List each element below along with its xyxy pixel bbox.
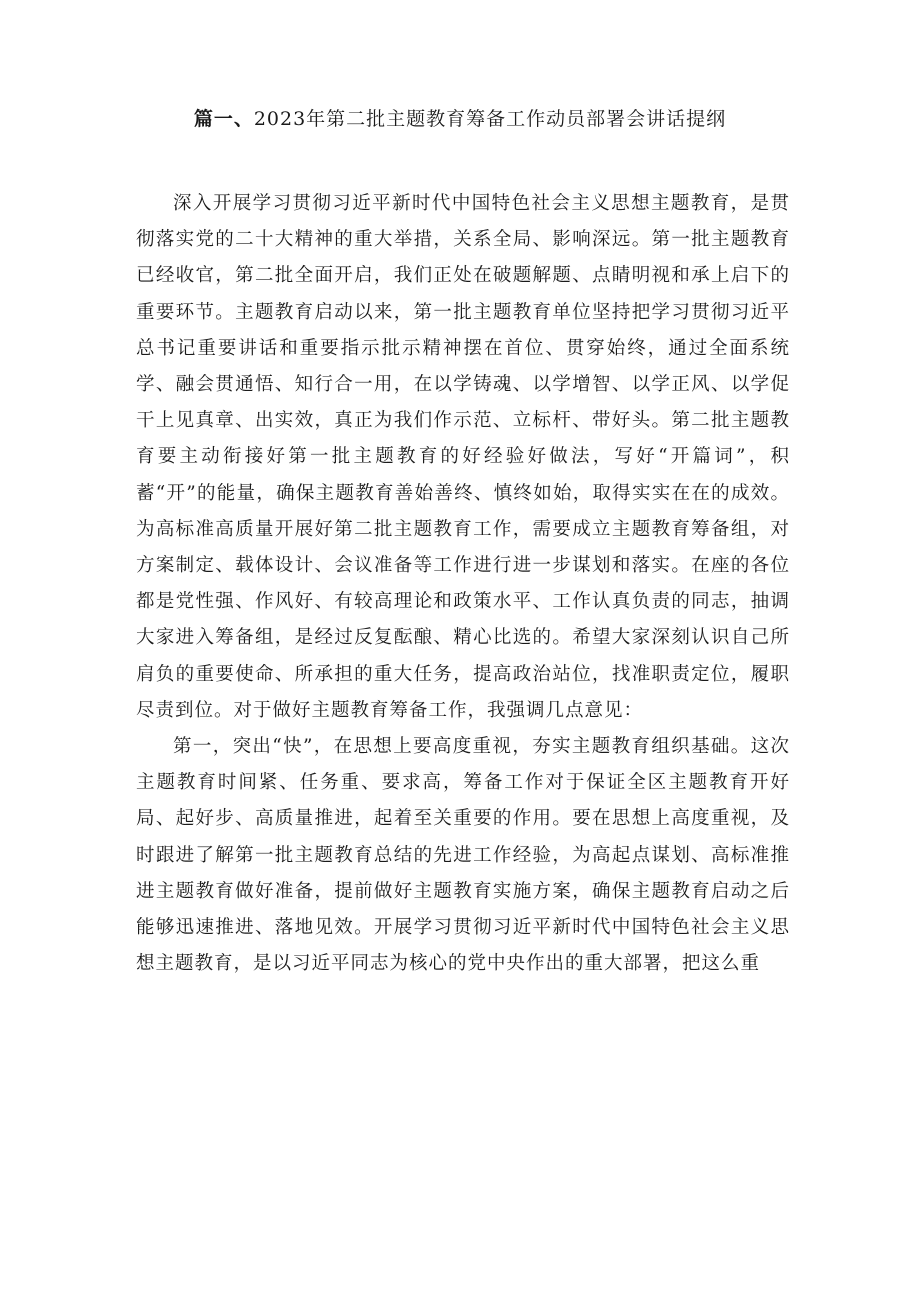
- paragraph-point-one: 第一，突出“快”，在思想上要高度重视，夯实主题教育组织基础。这次主题教育时间紧、任务重、要求高，筹备工作对于保证全区主题教育开好局、起好步、高质量推进，起着至关重要的作用。要在思想上高度重视，及时跟进了解第一批主题教育总结的先进工作经验，为高起点谋划、高标准推进主题教育做好准备，提前做好主题教育实施方案，确保主题教育启动之后能够迅速推进、落地见效。开展学习贯彻习近平新时代中国特色社会主义思想主题教育，是以习近平同志为核心的党中央作出的重大部署，把这么重: [136, 736, 790, 975]
- title-prefix: 篇一、: [193, 108, 254, 130]
- title-main: 2023年第二批主题教育筹备工作动员部署会讲话提纲: [253, 108, 727, 130]
- document-title: [0, 103, 920, 135]
- document-body: [136, 186, 790, 982]
- paragraph-intro: 深入开展学习贯彻习近平新时代中国特色社会主义思想主题教育，是贯彻落实党的二十大精神的重大举措，关系全局、影响深远。第一批主题教育已经收官，第二批全面开启，我们正处在破题解题、点睛明视和承上启下的重要环节。主题教育启动以来，第一批主题教育单位坚持把学习贯彻习近平总书记重要讲话和重要指示批示精神摆在首位、贯穿始终，通过全面系统学、融会贯通悟、知行合一用，在以学铸魂、以学增智、以学正风、以学促干上见真章、出实效，真正为我们作示范、立标杆、带好头。第二批主题教育要主动衔接好第一批主题教育的好经验好做法，写好“开篇词”，积蓄“开”的能量，确保主题教育善始善终、慎终如始，取得实实在在的成效。为高标准高质量开展好第二批主题教育工作，需要成立主题教育筹备组，对方案制定、载体设计、会议准备等工作进行进一步谋划和落实。在座的各位都是党性强、作风好、有较高理论和政策水平、工作认真负责的同志，抽调大家进入筹备组，是经过反复酝酿、精心比选的。希望大家深刻认识自己所肩负的重要使命、所承担的重大任务，提高政治站位，找准职责定位，履职尽责到位。对于做好主题教育筹备工作，我强调几点意见：: [136, 193, 790, 721]
